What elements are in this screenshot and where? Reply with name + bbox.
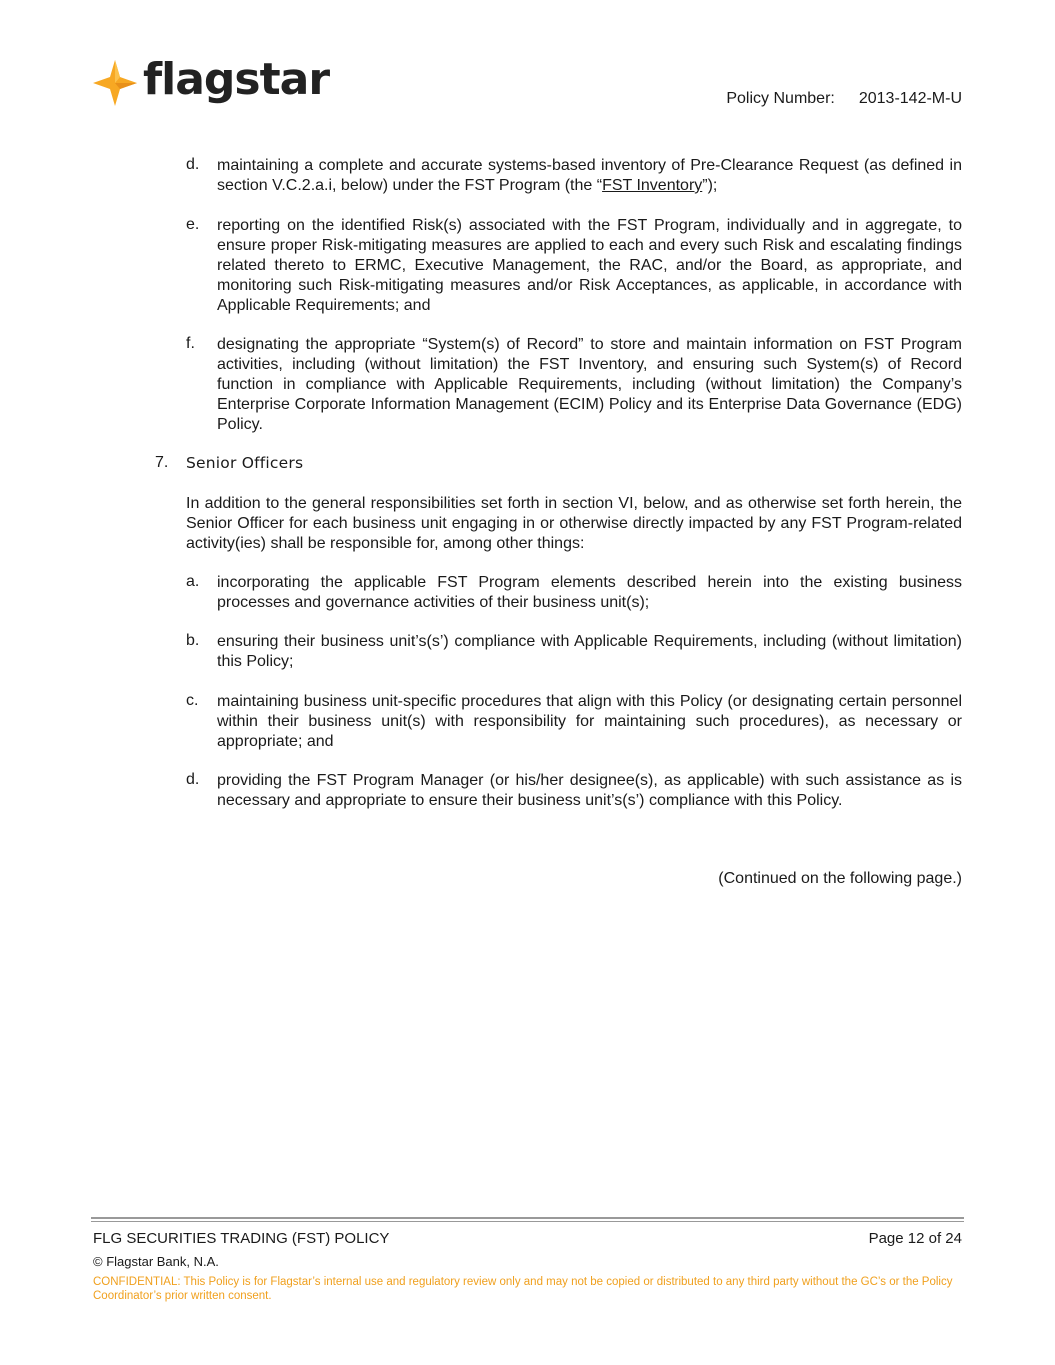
flagstar-logo xyxy=(93,54,330,106)
list-item-text: providing the FST Program Manager (or his/her designee(s), as applicable) with such assistance as is necessary and appropriate to ensure their business unit’s(s’) compliance with this Policy. xyxy=(217,772,962,809)
list-marker: b. xyxy=(186,632,200,649)
footer-divider xyxy=(91,1217,964,1219)
list-item xyxy=(186,692,962,752)
list-item xyxy=(186,632,962,672)
list-item xyxy=(186,573,962,613)
list-item xyxy=(186,216,962,316)
logo-text: flagstar xyxy=(143,54,330,105)
policy-number xyxy=(726,90,962,108)
list-item xyxy=(186,156,962,196)
list-marker: c. xyxy=(186,692,199,709)
policy-number-value: 2013-142-M-U xyxy=(858,90,962,107)
section-title: Senior Officers xyxy=(186,454,304,472)
confidential-notice: CONFIDENTIAL: This Policy is for Flagstar’s internal use and regulatory review only and may not be copied or distributed to any third party without the GC’s or the Policy Coordinator’s prior written consent. xyxy=(93,1276,953,1302)
section-number: 7. xyxy=(155,454,169,471)
intro-paragraph: In addition to the general responsibilities set forth in section VI, below, and as otherwise set forth herein, the Senior Officer for each business unit engaging in or otherwise directly impacted by any FST Program-related activity(ies) shall be responsible for, among other things: xyxy=(186,495,962,552)
list-item xyxy=(186,335,962,435)
footer-title: FLG SECURITIES TRADING (FST) POLICY xyxy=(93,1230,390,1247)
footer-copyright: © Flagstar Bank, N.A. xyxy=(93,1254,219,1269)
list-item-text: ensuring their business unit’s(s’) compliance with Applicable Requirements, including (without limitation) this Policy; xyxy=(217,633,962,670)
star-icon xyxy=(93,60,137,106)
page-number: Page 12 of 24 xyxy=(868,1230,962,1247)
policy-number-label: Policy Number: xyxy=(726,90,835,107)
list-item-text: maintaining a complete and accurate systems-based inventory of Pre-Clearance Request (as defined in section V.C.2.a.i, below) under the FST Program (the “FST Inventory”); xyxy=(217,157,962,194)
list-item-text: designating the appropriate “System(s) of Record” to store and maintain information on FST Program activities, including (without limitation) the FST Inventory, and ensuring such System(s) of Record function in compliance with Applicable Requirements, including (without limitation) the Company’s Enterprise Corporate Information Management (ECIM) Policy and its Enterprise Data Governance (EDG) Policy. xyxy=(217,336,962,433)
list-marker: d. xyxy=(186,156,200,173)
list-marker: f. xyxy=(186,335,195,352)
list-marker: d. xyxy=(186,771,200,788)
list-item xyxy=(186,771,962,811)
footer-divider xyxy=(91,1221,964,1222)
continued-note: (Continued on the following page.) xyxy=(718,870,962,887)
list-item-text: incorporating the applicable FST Program elements described herein into the existing business processes and governance activities of their business unit(s); xyxy=(217,574,962,611)
list-marker: a. xyxy=(186,573,200,590)
list-item-text: maintaining business unit-specific procedures that align with this Policy (or designating certain personnel within their business unit(s) with responsibility for maintaining such procedures), as necessary or appropriate; and xyxy=(217,693,962,750)
list-marker: e. xyxy=(186,216,200,233)
list-item-text: reporting on the identified Risk(s) associated with the FST Program, individually and in aggregate, to ensure proper Risk-mitigating measures are applied to each and every such Risk and escalating findings related thereto to ERMC, Executive Management, the RAC, and/or the Board, as appropriate, and monitoring such Risk-mitigating measures and/or Risk Acceptances, as applicable, in accordance with Applicable Requirements; and xyxy=(217,217,962,314)
defined-term: FST Inventory xyxy=(602,177,703,194)
